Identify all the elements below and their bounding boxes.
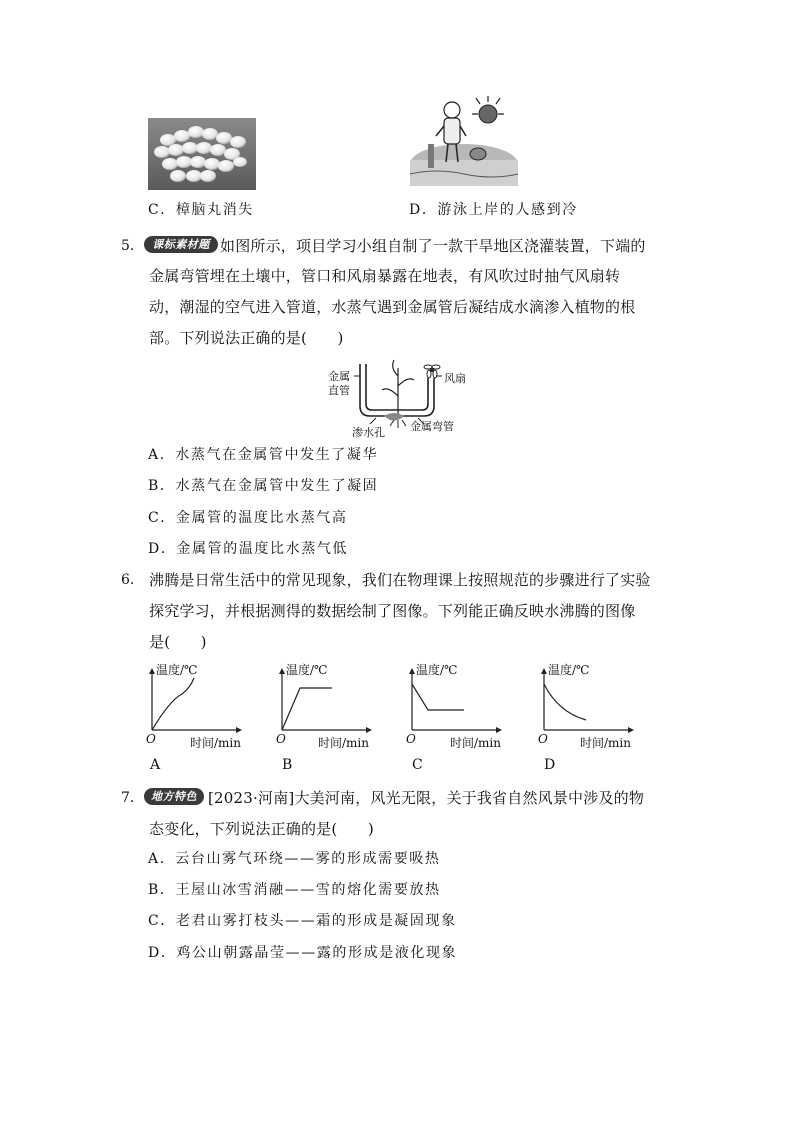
- option-c: C．老君山雾打枝头——霜的形成是凝固现象: [148, 913, 457, 929]
- graph-letter-c: C: [412, 757, 423, 773]
- label-holes: 渗水孔: [352, 426, 385, 439]
- category-tag: 地方特色: [144, 788, 204, 805]
- y-axis-label: 温度/℃: [286, 663, 328, 677]
- swimmer-cartoon: [408, 96, 520, 190]
- question-text: 沸腾是日常生活中的常见现象，我们在物理课上按照规范的步骤进行了实验: [149, 571, 651, 589]
- question-text: 态变化，下列说法正确的是( ): [149, 820, 374, 838]
- label-straight-pipe-2: 直管: [328, 384, 350, 397]
- graph-letter-a: A: [150, 757, 161, 773]
- mothballs-photo: [148, 118, 256, 190]
- label-bent-pipe: 金属弯管: [410, 420, 454, 433]
- label-fan: 风扇: [444, 372, 466, 385]
- option-b: B．水蒸气在金属管中发生了凝固: [148, 478, 379, 494]
- x-axis-label: 时间/min: [450, 736, 501, 750]
- question-text: [2023·河南]大美河南，风光无限，关于我省自然风景中涉及的物: [208, 789, 645, 807]
- question-text: 动，潮湿的空气进入管道，水蒸气遇到金属管后凝结成水滴渗入植物的根: [149, 298, 636, 316]
- label-straight-pipe: [328, 370, 350, 398]
- option-d: D．鸡公山朝露晶莹——露的形成是液化现象: [148, 945, 458, 961]
- graph-letter-d: D: [544, 757, 556, 773]
- question-text: 如图所示，项目学习小组自制了一款干旱地区浇灌装置，下端的: [220, 237, 646, 255]
- q4-option-c: C．樟脑丸消失: [148, 202, 254, 218]
- y-axis-label: 温度/℃: [416, 663, 458, 677]
- question-number: 7.: [121, 790, 135, 806]
- option-b: B．王屋山冰雪消融——雪的熔化需要放热: [148, 882, 441, 898]
- origin-label: O: [406, 732, 416, 746]
- graph-letter-b: B: [282, 757, 293, 773]
- question-number: 6.: [121, 572, 135, 588]
- x-axis-label: 时间/min: [190, 736, 241, 750]
- question-text: 部。下列说法正确的是( ): [149, 329, 344, 347]
- question-text: 是( ): [149, 633, 207, 651]
- origin-label: O: [276, 732, 286, 746]
- question-number: 5.: [121, 238, 135, 254]
- option-a: A．云台山雾气环绕——雾的形成需要吸热: [148, 851, 441, 867]
- origin-label: O: [538, 732, 548, 746]
- category-tag: 课标素材题: [144, 236, 218, 253]
- option-a: A．水蒸气在金属管中发生了凝华: [148, 447, 379, 463]
- x-axis-label: 时间/min: [318, 736, 369, 750]
- label-straight-pipe-1: 金属: [328, 370, 350, 383]
- question-text: 探究学习，并根据测得的数据绘制了图像。下列能正确反映水沸腾的图像: [149, 602, 636, 620]
- y-axis-label: 温度/℃: [156, 663, 198, 677]
- q4-option-d: D．游泳上岸的人感到冷: [409, 202, 578, 218]
- option-c: C．金属管的温度比水蒸气高: [148, 510, 348, 526]
- x-axis-label: 时间/min: [580, 736, 631, 750]
- origin-label: O: [146, 732, 156, 746]
- y-axis-label: 温度/℃: [548, 663, 590, 677]
- option-d: D．金属管的温度比水蒸气低: [148, 541, 349, 557]
- question-text: 金属弯管埋在土壤中，管口和风扇暴露在地表，有风吹过时抽气风扇转: [149, 267, 621, 285]
